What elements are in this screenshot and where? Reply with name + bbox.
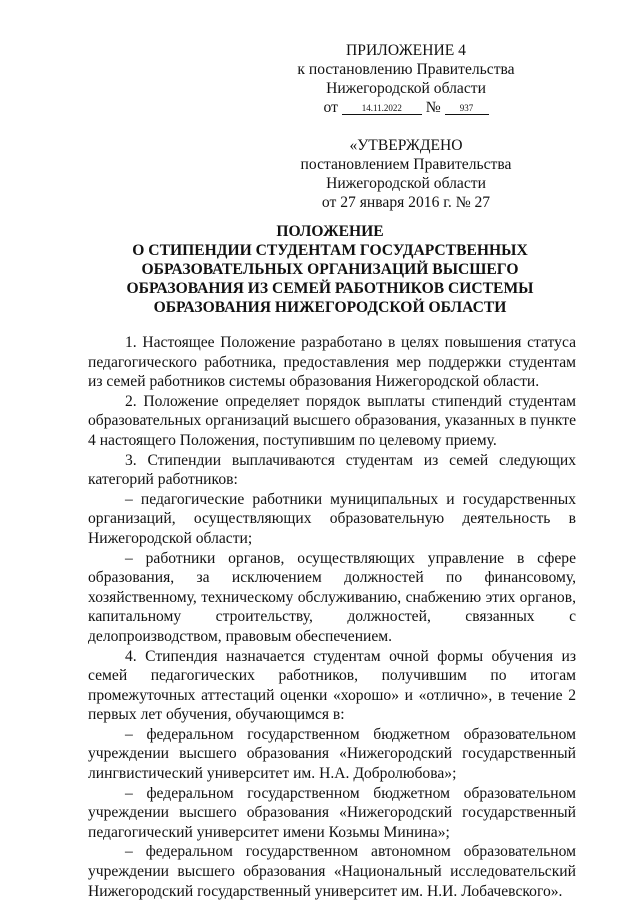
paragraph-4: 4. Стипендия назначается студентам очной формы обучения из семей педагогических работников, получившим по итогам промежуточных аттестаций оценки «хорошо» и «отлично», в течение 2 первых лет обучения, обучающимся в: (88, 647, 576, 724)
paragraph-2: 2. Положение определяет порядок выплаты стипендий студентам образовательных организаций высшего образования, указанных в пункте 4 настоящего Положения, поступившим по целевому приему. (88, 392, 576, 449)
title-line-4: ОБРАЗОВАНИЯ ИЗ СЕМЕЙ РАБОТНИКОВ СИСТЕМЫ (126, 280, 534, 297)
paragraph-4-item-1: – федеральном государственном бюджетном образовательном учреждении высшего образования «Нижегородский государственный лингвистический университет им. Н.А. Добролюбова»; (88, 725, 576, 783)
document-title (80, 222, 580, 317)
paragraph-3: 3. Стипендии выплачиваются студентам из семей следующих категорий работников: (88, 451, 576, 489)
appendix-line-2: Нижегородской области (326, 80, 486, 97)
appendix-line-1: к постановлению Правительства (297, 61, 515, 78)
title-line-3: ОБРАЗОВАТЕЛЬНЫХ ОРГАНИЗАЦИЙ ВЫСШЕГО (141, 261, 519, 278)
paragraph-3-item-1: – педагогические работники муниципальных и государственных организаций, осуществляющих образовательную деятельность в Нижегородской области; (88, 490, 576, 547)
approval-block (296, 136, 516, 212)
appendix-title: ПРИЛОЖЕНИЕ 4 (346, 42, 466, 59)
title-line-2: О СТИПЕНДИИ СТУДЕНТАМ ГОСУДАРСТВЕННЫХ (132, 242, 528, 259)
from-label: от (323, 99, 338, 116)
appendix-date-line (286, 98, 526, 117)
paragraph-4-item-3: – федеральном государственном автономном образовательном учреждении высшего образования «Национальный исследовательский Нижегородский государственный университет им. Н.И. Лобачевского». (88, 843, 576, 900)
number-label: № (425, 99, 441, 116)
paragraph-1: 1. Настоящее Положение разработано в целях повышения статуса педагогического работника, предоставления мер поддержки студентам из семей работников системы образования Нижегородской области. (88, 334, 576, 391)
title-line-1: ПОЛОЖЕНИЕ (276, 223, 384, 240)
appendix-block (286, 41, 526, 117)
approval-line-3: Нижегородской области (326, 175, 486, 192)
title-line-5: ОБРАЗОВАНИЯ НИЖЕГОРОДСКОЙ ОБЛАСТИ (153, 299, 507, 316)
document-body (88, 333, 576, 901)
approval-line-4: от 27 января 2016 г. № 27 (321, 194, 491, 211)
approval-line-1: «УТВЕРЖДЕНО (349, 137, 463, 154)
approval-line-2: постановлением Правительства (300, 156, 512, 173)
paragraph-4-item-2: – федеральном государственном бюджетном образовательном учреждении высшего образования «Нижегородский государственный педагогический университет имени Козьмы Минина»; (88, 784, 576, 841)
decree-date: 14.11.2022 (342, 102, 422, 115)
decree-number: 937 (445, 102, 489, 115)
paragraph-3-item-2: – работники органов, осуществляющих управление в сфере образования, за исключением должностей по финансовому, хозяйственному, техническому обслуживанию, снабжению этих органов, капитальному строительству, должностей, связанных с делопроизводством, правовым обеспечением. (88, 549, 576, 645)
